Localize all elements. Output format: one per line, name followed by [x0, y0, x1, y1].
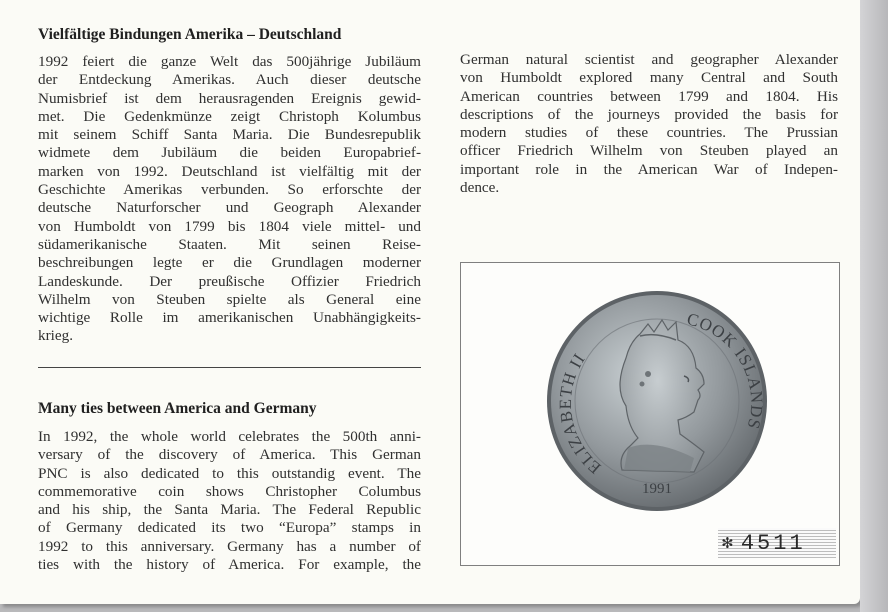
german-line: der Entdeckung Amerikas. Auch dieser deutsche — [38, 71, 421, 89]
english-line: American countries between 1799 and 1804. His — [460, 87, 838, 105]
german-line: beschreibungen legte er die Grundlagen moderner — [38, 254, 421, 272]
english-line: In 1992, the whole world celebrates the 500th anni- — [38, 428, 421, 445]
english-line: German natural scientist and geographer Alexander — [460, 51, 838, 68]
english-paragraph-continued — [460, 51, 838, 197]
coin-legend-left: ELIZABETH II — [555, 349, 605, 478]
english-line: commemorative coin shows Christopher Columbus — [38, 482, 421, 500]
german-line: von Humboldt von 1799 bis 1804 viele mittel- und — [38, 217, 421, 235]
german-heading: Vielfältige Bindungen Amerika – Deutschland — [38, 26, 342, 43]
german-line: met. Die Gedenkmünze zeigt Christoph Kolumbus — [38, 107, 421, 125]
english-line: 1992 to this anniversary. Germany has a number of — [38, 537, 421, 555]
coin-legend-right: COOK ISLANDS — [684, 309, 767, 432]
german-line: mit seinem Schiff Santa Maria. Die Bundesrepublik — [38, 126, 421, 144]
german-line: Wilhelm von Steuben spielte als General eine — [38, 290, 421, 308]
english-line: versary of the discovery of America. This German — [38, 446, 421, 464]
german-line: 1992 feiert die ganze Welt das 500jährige Jubiläum — [38, 53, 421, 70]
english-line: important role in the American War of Indepen- — [460, 160, 838, 178]
german-line: deutsche Naturforscher und Geograph Alexander — [38, 199, 421, 217]
german-line: widmete dem Jubiläum die beiden Europabrief- — [38, 144, 421, 162]
serial-number-label — [718, 528, 836, 558]
english-line: dence. — [460, 179, 500, 197]
german-line: krieg. — [38, 327, 74, 345]
german-line: Numisbrief ist dem herausragenden Ereignis gewid- — [38, 89, 421, 107]
german-line: marken von 1992. Deutschland ist vielfältig mit der — [38, 162, 421, 180]
english-line: descriptions of the journeys provided the basis for — [460, 105, 838, 123]
german-line: wichtige Rolle im amerikanischen Unabhängigkeits- — [38, 309, 421, 327]
english-line: modern studies of these countries. The Prussian — [460, 124, 838, 142]
section-divider — [38, 367, 421, 368]
english-line: ties with the history of America. For example, the — [38, 556, 421, 574]
german-line: Geschichte Amerikas verbunden. So erforschte der — [38, 181, 421, 199]
coin-year: 1991 — [642, 481, 672, 497]
german-line: südamerikanische Staaten. Mit seinen Reise- — [38, 235, 421, 253]
serial-number: 4511 — [740, 530, 806, 556]
english-line: of Germany dedicated its two “Europa” stamps in — [38, 519, 421, 537]
envelope-edge — [860, 0, 888, 612]
english-line: PNC is also dedicated to this outstandig event. The — [38, 464, 421, 482]
english-paragraph — [38, 428, 421, 574]
asterisk-icon: ✻ — [722, 534, 733, 554]
german-line: Landeskunde. Der preußische Offizier Friedrich — [38, 272, 421, 290]
english-line: von Humboldt explored many Central and South — [460, 69, 838, 87]
english-line: and his ship, the Santa Maria. The Federal Republic — [38, 501, 421, 519]
coin-image — [544, 288, 770, 514]
english-line: officer Friedrich Wilhelm von Steuben played an — [460, 142, 838, 160]
english-heading: Many ties between America and Germany — [38, 400, 317, 417]
german-paragraph — [38, 53, 421, 346]
